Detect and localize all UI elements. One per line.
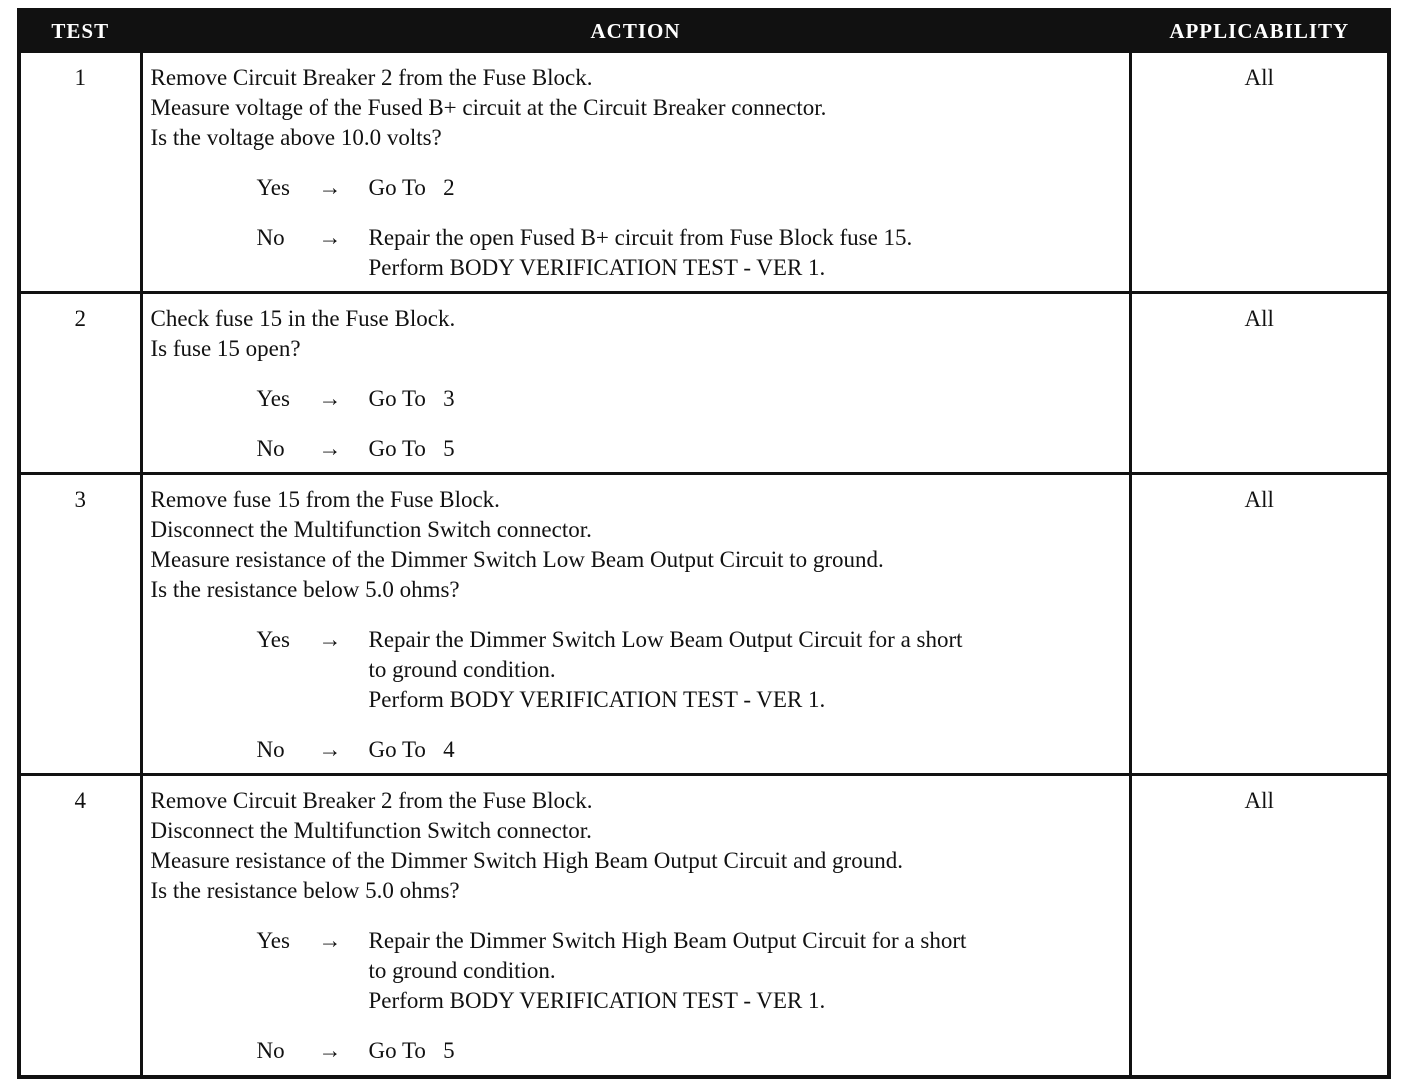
arrow-icon: → bbox=[318, 175, 342, 200]
action-step: Measure resistance of the Dimmer Switch Low Beam Output Circuit to ground. bbox=[150, 547, 884, 572]
test-number: 4 bbox=[19, 775, 141, 1077]
action-step: Remove Circuit Breaker 2 from the Fuse Block. bbox=[150, 65, 593, 90]
outcome-yes bbox=[257, 384, 1123, 414]
outcome-answer: No bbox=[256, 436, 285, 461]
test-number: 2 bbox=[19, 293, 141, 474]
outcome-result bbox=[369, 223, 1123, 283]
arrow-icon: → bbox=[318, 737, 342, 762]
action-cell bbox=[141, 293, 1130, 474]
outcome-result-line: Repair the Dimmer Switch Low Beam Output Circuit for a short bbox=[368, 627, 963, 652]
arrow-icon: → bbox=[318, 436, 342, 461]
table-row bbox=[19, 474, 1389, 775]
outcome-result-line: Perform BODY VERIFICATION TEST - VER 1. bbox=[368, 687, 826, 712]
outcome-result-line: Go To 3 bbox=[368, 386, 455, 411]
outcome-answer: Yes bbox=[256, 386, 290, 411]
table-row bbox=[19, 52, 1389, 293]
table-header bbox=[19, 10, 1389, 52]
outcome-result-line: Perform BODY VERIFICATION TEST - VER 1. bbox=[368, 988, 826, 1013]
outcome-result-line: Repair the Dimmer Switch High Beam Output Circuit for a short bbox=[368, 928, 967, 953]
applicability-value: All bbox=[1130, 293, 1389, 474]
outcome-yes bbox=[257, 625, 1123, 715]
test-number: 1 bbox=[19, 52, 141, 293]
outcome-yes bbox=[257, 173, 1123, 203]
arrow-icon: → bbox=[318, 386, 342, 411]
outcome-answer: No bbox=[256, 737, 285, 762]
table-body bbox=[19, 52, 1389, 1077]
applicability-value: All bbox=[1130, 474, 1389, 775]
outcome-result bbox=[369, 1036, 1123, 1066]
outcome-result bbox=[369, 434, 1123, 464]
arrow-icon: → bbox=[318, 928, 342, 953]
action-step: Check fuse 15 in the Fuse Block. bbox=[150, 306, 456, 331]
outcome-answer: Yes bbox=[256, 928, 290, 953]
action-step: Disconnect the Multifunction Switch connector. bbox=[150, 818, 592, 843]
action-step: Measure resistance of the Dimmer Switch High Beam Output Circuit and ground. bbox=[150, 848, 903, 873]
applicability-value: All bbox=[1130, 52, 1389, 293]
outcome-answer: Yes bbox=[256, 175, 290, 200]
outcome-no bbox=[257, 223, 1123, 283]
action-step: Is the resistance below 5.0 ohms? bbox=[150, 878, 460, 903]
outcome-result bbox=[369, 625, 1123, 715]
outcome-no bbox=[257, 1036, 1123, 1066]
outcome-yes bbox=[257, 926, 1123, 1016]
outcome-answer: No bbox=[256, 225, 285, 250]
header-test: TEST bbox=[19, 10, 141, 52]
arrow-icon: → bbox=[318, 627, 342, 652]
action-step: Is fuse 15 open? bbox=[150, 336, 301, 361]
outcome-result-line: Go To 4 bbox=[368, 737, 455, 762]
outcome-no bbox=[257, 735, 1123, 765]
action-step: Remove Circuit Breaker 2 from the Fuse Block. bbox=[150, 788, 593, 813]
arrow-icon: → bbox=[318, 225, 342, 250]
outcome-result-line: Go To 2 bbox=[368, 175, 455, 200]
outcome-result-line: to ground condition. bbox=[368, 657, 556, 682]
test-number: 3 bbox=[19, 474, 141, 775]
table-row bbox=[19, 293, 1389, 474]
action-cell bbox=[141, 775, 1130, 1077]
header-action: ACTION bbox=[141, 10, 1130, 52]
outcome-result-line: Go To 5 bbox=[368, 1038, 455, 1063]
applicability-value: All bbox=[1130, 775, 1389, 1077]
action-step: Remove fuse 15 from the Fuse Block. bbox=[150, 487, 500, 512]
action-step: Is the voltage above 10.0 volts? bbox=[150, 125, 442, 150]
action-cell bbox=[141, 474, 1130, 775]
outcome-no bbox=[257, 434, 1123, 464]
outcome-answer: Yes bbox=[256, 627, 290, 652]
outcome-result bbox=[369, 173, 1123, 203]
header-row bbox=[19, 10, 1389, 52]
outcome-result-line: Perform BODY VERIFICATION TEST - VER 1. bbox=[368, 255, 826, 280]
header-applicability: APPLICABILITY bbox=[1130, 10, 1389, 52]
action-cell bbox=[141, 52, 1130, 293]
outcome-answer: No bbox=[256, 1038, 285, 1063]
outcome-result bbox=[369, 926, 1123, 1016]
action-step: Measure voltage of the Fused B+ circuit at the Circuit Breaker connector. bbox=[150, 95, 827, 120]
action-step: Disconnect the Multifunction Switch connector. bbox=[150, 517, 592, 542]
arrow-icon: → bbox=[318, 1038, 342, 1063]
outcome-result-line: Repair the open Fused B+ circuit from Fuse Block fuse 15. bbox=[368, 225, 913, 250]
outcome-result-line: to ground condition. bbox=[368, 958, 556, 983]
outcome-result-line: Go To 5 bbox=[368, 436, 455, 461]
action-step: Is the resistance below 5.0 ohms? bbox=[150, 577, 460, 602]
table-row bbox=[19, 775, 1389, 1077]
outcome-result bbox=[369, 735, 1123, 765]
outcome-result bbox=[369, 384, 1123, 414]
diagnostic-table bbox=[17, 8, 1391, 1079]
